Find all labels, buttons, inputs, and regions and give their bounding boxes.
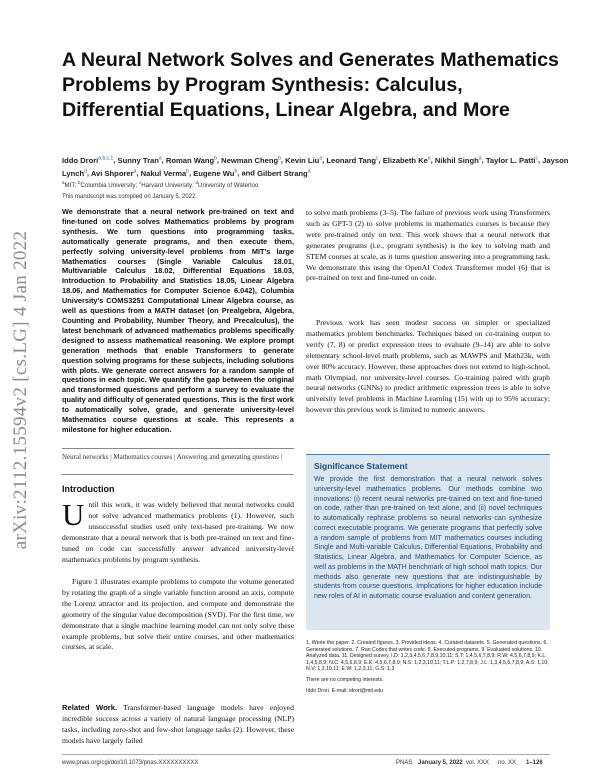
arxiv-watermark: arXiv:2112.15594v2 [cs.LG] 4 Jan 2022 xyxy=(10,230,31,550)
author-name: Taylor L. Patti$^c$ xyxy=(485,155,538,165)
author-name: Iddo Drori$^{a,b,c,1}$ xyxy=(62,155,114,165)
significance-box xyxy=(306,454,550,630)
footer-doi[interactable]: www.pnas.org/cgi/doi/10.1073/pnas.XXXXXXXXXX xyxy=(62,760,199,766)
author-name: Sunny Tran$^a$ xyxy=(117,155,162,165)
affiliation: $^a$MIT xyxy=(62,180,75,190)
footer-date: January 5, 2022 xyxy=(418,760,463,766)
author-name: Nakul Verma$^b$ xyxy=(140,168,189,178)
keywords-rule-top xyxy=(62,448,294,449)
author-affiliation-mark: c xyxy=(535,155,538,161)
author-name: Roman Wang$^b$ xyxy=(165,155,217,165)
competing-interests: There are no competing interests. xyxy=(306,676,384,683)
intro-paragraph-2: Figure 1 illustrates example problems to compute the volume generated by rotating the graph of a single variable function around an axis, compute the Lorenz attractor and its projection, and compute and demonstrate the geometry of the singular value decomposition (SVD). For the first time, we demonstrate that a single machine learning model can not only solve these example problems, but solve their entire courses, and other mathematics courses, at scale. xyxy=(62,577,294,652)
abstract: We demonstrate that a neural network pre-trained on text and fine-tuned on code solves Mathematics problems by program synthesis. We turn questions into programming tasks, automatically generate programs, and then execute them, perfectly solving university-level problems from MIT's large Mathematics courses (Single Variable Calculus 18.01, Multivariable Calculus 18.02, Differential Equations 18.03, Introduction to Probability and Statistics 18.05, Linear Algebra 18.06, and Mathematics for Computer Science 6.042), Columbia University's COMS3251 Computational Linear Algebra course, as well as questions from a MATH dataset (on Prealgebra, Algebra, Counting and Probability, Number Theory, and Precalculus), the latest benchmark of advanced mathematics problems specifically designed to assess mathematical reasoning. We explore prompt generation methods that enable Transformers to generate question solving programs for these subjects, including solutions with plots. We generate correct answers for a random sample of questions in each topic. We quantify the gap between the original and transformed questions and perform a survey to evaluate the quality and difficulty of generated questions. This is the first work to automatically solve, grade, and generate university-level Mathematics course questions at scale. This represents a milestone for higher education. xyxy=(62,207,294,434)
author-contributions: 1. Wrote the paper. 2. Created figures. 3. Provided ideas. 4. Curated datasets. 5. Generated questions. 6. Generated solutions. 7. Ran Codex that writes code. 8. Executed programs. 9. Evaluated solutions. 10. Analyzed data. 11. Designed survey. I.D: 1,2,3,4,5,6,7,8,9,10,11; S.T: 1,4,5,6,7,8,9; R.W: 4,5,6,7,8,9; K.L: 1,4,5,8,9; N.C: 4,5,6,8,9; E.K: 4,5,6,7,8,9; N.S: 1,2,3,10,11; T.L.P: 1,2,7,8,9; J.L: 1,3,4,5,6,7,8,9; A.S: 1,10; N.V: 1,3,10,11; E.W: 1,2,3,11; G.S: 1,3 xyxy=(306,640,549,673)
author-affiliation-mark: a xyxy=(307,168,311,175)
significance-text: We provide the first demonstration that a neural network solves university-level mathematics problems. Our methods combine two innovations: (i) recent neural networks pre-trained on text and fine-tuned on code, rather than pre-trained on text alone, and (ii) novel techniques to automatically rephrase problems so neural networks can synthesize correct executable programs. We generate programs that perfectly solve a random sample of problems from MIT mathematics courses including Single and Multi-variable Calculus, Differential Equations, Probability and Statistics, Linear Algebra, and Mathematics for Computer Science, as well as problems in the MATH benchmark of high school math topics. Our methods also generate new questions that are indistinguishable by students from course questions. Implications for higher education include new roles of AI in automatic course evaluation and content generation. xyxy=(314,476,542,600)
drop-cap: U xyxy=(62,497,85,532)
right-paragraph-2: Previous work has seen modest success on simpler or specialized mathematics problem benchmarks. Techniques based on co-training output to verify (7, 8) or predict expression trees to evaluate (9–14) are able to solve elementary school-level math problems, such as MAWPS and Math23k, with over 80% accuracy. However, these approaches does not extend to high-school, math Olympiad, nor university-level courses. Co-training paired with graph neural networks (GNNs) to predict arithmetic expression trees is able to solve university level problems in Machine Learning (15) with up to 95% accuracy; however this previous work is limited to numeric answers, xyxy=(306,318,550,415)
author-affiliation-mark: b xyxy=(214,155,217,161)
author-affiliation-mark: a xyxy=(427,155,431,161)
footer-number: no. XX xyxy=(498,760,517,766)
author-affiliation-mark: b xyxy=(234,168,238,175)
footer-volume: vol. XXX xyxy=(466,760,490,766)
author-affiliation-mark: b xyxy=(278,155,281,161)
author-name: Kevin Liu$^a$ xyxy=(285,155,323,165)
affiliation: $^d$University of Waterloo xyxy=(195,180,259,190)
author-name: Eugene Wu$^b$ xyxy=(193,168,238,178)
correspondence: Iddo Drori. E-mail: idrori@mit.edu xyxy=(306,687,384,694)
affiliations: $^a$MIT; $^b$Columbia University; $^c$Harvard University; $^d$University of Waterloo xyxy=(62,180,259,190)
author-name: Nikhil Singh$^a$ xyxy=(434,155,482,165)
footer-rule xyxy=(62,754,550,755)
intro-paragraph-1: Until this work, it was widely believed that neural networks could not solve advanced mathematics problems (1). However, such unsuccessful studies used only text-based pre-training. We now demonstrate that a neural network that is both pre-trained on text and fine-tuned on code can successfully answer advanced university-level mathematics problems by program synthesis. xyxy=(62,497,294,564)
keywords: Neural networks | Mathematics courses | Answering and generating questions | xyxy=(62,453,282,461)
author-affiliation-mark: b xyxy=(186,168,189,175)
author-name: Jayson Lynch$^d$ xyxy=(62,155,569,178)
author-affiliation-mark: a xyxy=(478,155,482,161)
author-list: Iddo Drori$^{a,b,c,1}$, Sunny Tran$^a$, Roman Wang$^b$, Newman Cheng$^b$, Kevin Liu$^a$, Leonard Tang$^c$, Elizabeth Ke$^a$, Nikhil Singh$^a$, Taylor L. Patti$^c$, Jayson Lynch$^d$, Avi Shporer$^a$, Nakul Verma$^b$, Eugene Wu$^b$, and Gilbert Strang$^a$ xyxy=(62,155,569,178)
compiled-date: This manuscript was compiled on January 5, 2022 xyxy=(62,194,196,200)
author-affiliation-mark: a xyxy=(319,155,323,161)
author-affiliation-mark: a xyxy=(158,155,162,161)
significance-title: Significance Statement xyxy=(314,461,408,471)
paper-title: A Neural Network Solves and Generates Mathematics Problems by Program Synthesis: Calculus, Differential Equations, Linear Algebra, and More xyxy=(62,49,559,121)
author-name: Gilbert Strang$^a$ xyxy=(257,168,311,178)
author-affiliation-mark: a,b,c,1 xyxy=(98,155,114,161)
author-affiliation-mark: c xyxy=(376,155,379,161)
footer-journal: PNAS xyxy=(396,760,413,766)
footer-pages: 1–126 xyxy=(526,760,543,766)
author-name: Elizabeth Ke$^a$ xyxy=(382,155,431,165)
affiliation: $^c$Harvard University xyxy=(138,180,193,190)
affiliation: $^b$Columbia University xyxy=(77,180,136,190)
keywords-rule-bottom xyxy=(62,474,294,475)
right-paragraph-1: to solve math problems (3–5). The failure of previous work using Transformers such as GPT-3 (2) to solve problems in mathematics courses is because they were pre-trained only on text. This work shows that a neural network that generates programs (i.e., program synthesis) is the key to solving math and STEM courses at scale, as it turns question answering into a programming task. We demonstrate this using the OpenAI Codex Transformer model (6) that is pre-trained on text and fine-tuned on code. xyxy=(306,208,550,283)
author-name: Leonard Tang$^c$ xyxy=(326,155,379,165)
author-affiliation-mark: a xyxy=(133,168,137,175)
footnotes xyxy=(306,640,550,698)
related-work-heading: Related Work. xyxy=(62,703,118,712)
section-heading-introduction: Introduction xyxy=(62,484,115,494)
related-work-paragraph: Related Work. Transformer-based language models have enjoyed incredible success across a variety of natural language processing (NLP) tasks, including zero-shot and few-shot language tasks (2). However, these models have largely failed xyxy=(62,703,294,745)
author-affiliation-mark: d xyxy=(84,168,87,175)
author-name: Newman Cheng$^b$ xyxy=(221,155,281,165)
author-name: Avi Shporer$^a$ xyxy=(90,168,137,178)
